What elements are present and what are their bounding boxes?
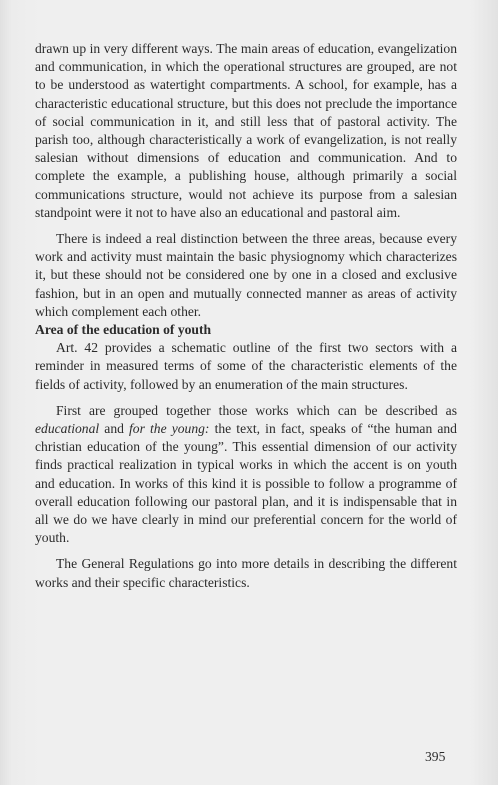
paragraph-5: The General Regulations go into more details in describing the different works and their specific characteristics. — [35, 556, 457, 590]
paragraph-4-text-c: the text, in fact, speaks of “the human and christian education of the young”. This essential dimension of our activity finds practical realization in typical works in which the accent is on youth and education. In works of this kind it is possible to follow a programme of overall education following our pastoral plan, and it is indispensable that in all we do we have clearly in mind our preferential concern for the world of youth. — [35, 421, 457, 546]
emphasis-educational: educational — [35, 421, 100, 437]
paragraph-1: drawn up in very different ways. The main areas of education, evangelization and communication, in which the operational structures are grouped, are not to be understood as watertight compartments. A school, for example, has a characteristic educational structure, but this does not preclude the importance of social communication in it, and still less that of pastoral activity. The parish too, although characteristically a work of evangelization, is not really salesian without dimensions of education and communication. And to complete the example, a publishing house, although primarily a social communications structure, would not achieve its purpose from a salesian standpoint were it not to have also an educational and pastoral aim. — [35, 41, 457, 220]
paragraph-4-text-a: First are grouped together those works which can be described as — [56, 402, 457, 418]
paragraph-2: There is indeed a real distinction between the three areas, because every work and activity must maintain the basic physiognomy which characterizes it, but these should not be considered one by one in a closed and exclusive fashion, but in an open and mutually connected manner as areas of activity which complement each other. — [35, 231, 457, 319]
emphasis-for-the-young: for the young: — [129, 421, 210, 437]
page-number: 395 — [425, 749, 446, 764]
paragraph-3: Art. 42 provides a schematic outline of the first two sectors with a reminder in measured terms of some of the characteristic elements of the fields of activity, followed by an enumeration of the main structures. — [35, 340, 457, 392]
paragraph-4-text-b: and — [99, 421, 130, 437]
paragraph-4 — [35, 402, 457, 548]
page-body — [35, 40, 457, 592]
section-heading: Area of the education of youth — [35, 322, 212, 338]
